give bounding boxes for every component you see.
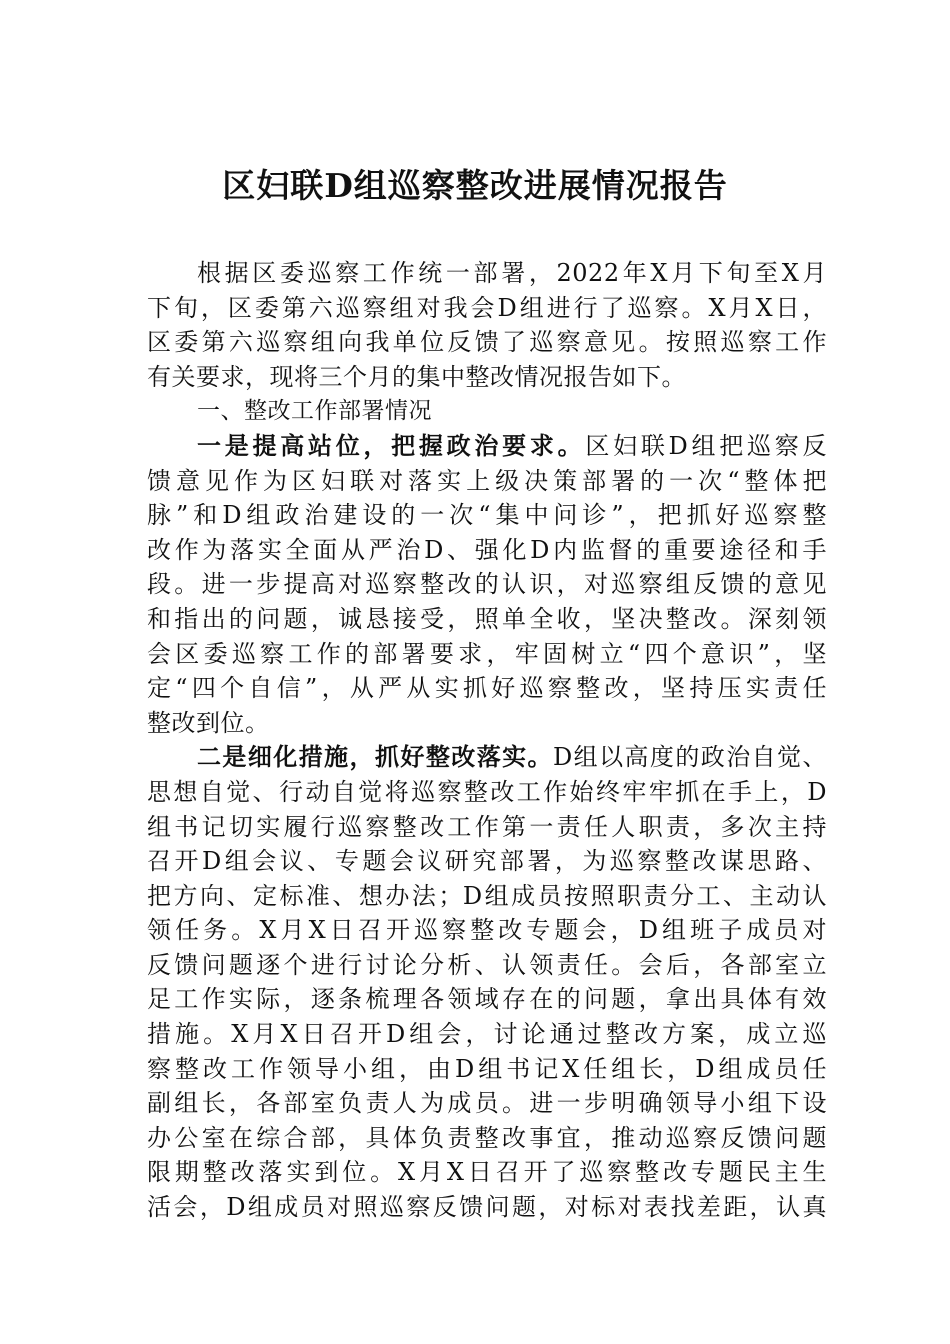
text-line: 领任务。X月X日召开巡察整改专题会，D组班子成员对	[147, 916, 827, 945]
text-span: 区妇联D组把巡察反	[585, 431, 827, 460]
text-line: 办公室在综合部，具体负责整改事宜，推动巡察反馈问题	[147, 1123, 827, 1152]
text-line: 反馈问题逐个进行讨论分析、认领责任。会后，各部室立	[147, 950, 827, 979]
text-line: 思想自觉、行动自觉将巡察整改工作始终牢牢抓在手上，D	[147, 777, 827, 806]
text-line: 组书记切实履行巡察整改工作第一责任人职责，多次主持	[147, 812, 827, 841]
text-line: 定“四个自信”，从严从实抓好巡察整改，坚持压实责任	[147, 674, 827, 703]
text-line: 和指出的问题，诚恳接受，照单全收，坚决整改。深刻领	[147, 604, 827, 633]
paragraph-lead: 一是提高站位，把握政治要求。	[197, 431, 586, 460]
text-line: 下旬，区委第六巡察组对我会D组进行了巡察。X月X日，	[147, 293, 827, 322]
document-body	[147, 256, 827, 1225]
text-line: 整改到位。	[147, 708, 270, 737]
text-line: 段。进一步提高对巡察整改的认识，对巡察组反馈的意见	[147, 570, 827, 599]
document-title: 区妇联D组巡察整改进展情况报告	[222, 166, 728, 205]
text-line: 区委第六巡察组向我单位反馈了巡察意见。按照巡察工作	[147, 328, 827, 357]
text-line: 活会，D组成员对照巡察反馈问题，对标对表找差距，认真	[147, 1193, 827, 1222]
text-line: 察整改工作领导小组，由D组书记X任组长，D组成员任	[147, 1054, 827, 1083]
text-line	[147, 740, 827, 775]
paragraph-lead: 二是细化措施，抓好整改落实。	[197, 743, 553, 772]
text-line: 召开D组会议、专题会议研究部署，为巡察整改谋思路、	[147, 847, 827, 876]
text-line: 改作为落实全面从严治D、强化D内监督的重要途径和手	[147, 535, 827, 564]
text-line: 把方向、定标准、想办法；D组成员按照职责分工、主动认	[147, 881, 827, 910]
text-line: 脉”和D组政治建设的一次“集中问诊”，把抓好巡察整	[147, 501, 827, 530]
text-span: D组以高度的政治自觉、	[552, 743, 827, 772]
text-line: 有关要求，现将三个月的集中整改情况报告如下。	[147, 362, 686, 391]
text-line: 会区委巡察工作的部署要求，牢固树立“四个意识”，坚	[147, 639, 827, 668]
text-line: 馈意见作为区妇联对落实上级决策部署的一次“整体把	[147, 466, 827, 495]
paragraph-two	[147, 740, 827, 1224]
paragraph-one	[147, 429, 827, 740]
text-line: 根据区委巡察工作统一部署，2022年X月下旬至X月	[197, 259, 827, 287]
text-line: 限期整改落实到位。X月X日召开了巡察整改专题民主生	[147, 1158, 827, 1187]
text-line: 副组长，各部室负责人为成员。进一步明确领导小组下设	[147, 1089, 827, 1118]
text-line: 足工作实际，逐条梳理各领域存在的问题，拿出具体有效	[147, 985, 827, 1014]
section-heading: 一、整改工作部署情况	[197, 398, 432, 425]
paragraph-intro	[147, 256, 827, 394]
text-line: 措施。X月X日召开D组会，讨论通过整改方案，成立巡	[147, 1020, 827, 1049]
text-line	[147, 429, 827, 464]
